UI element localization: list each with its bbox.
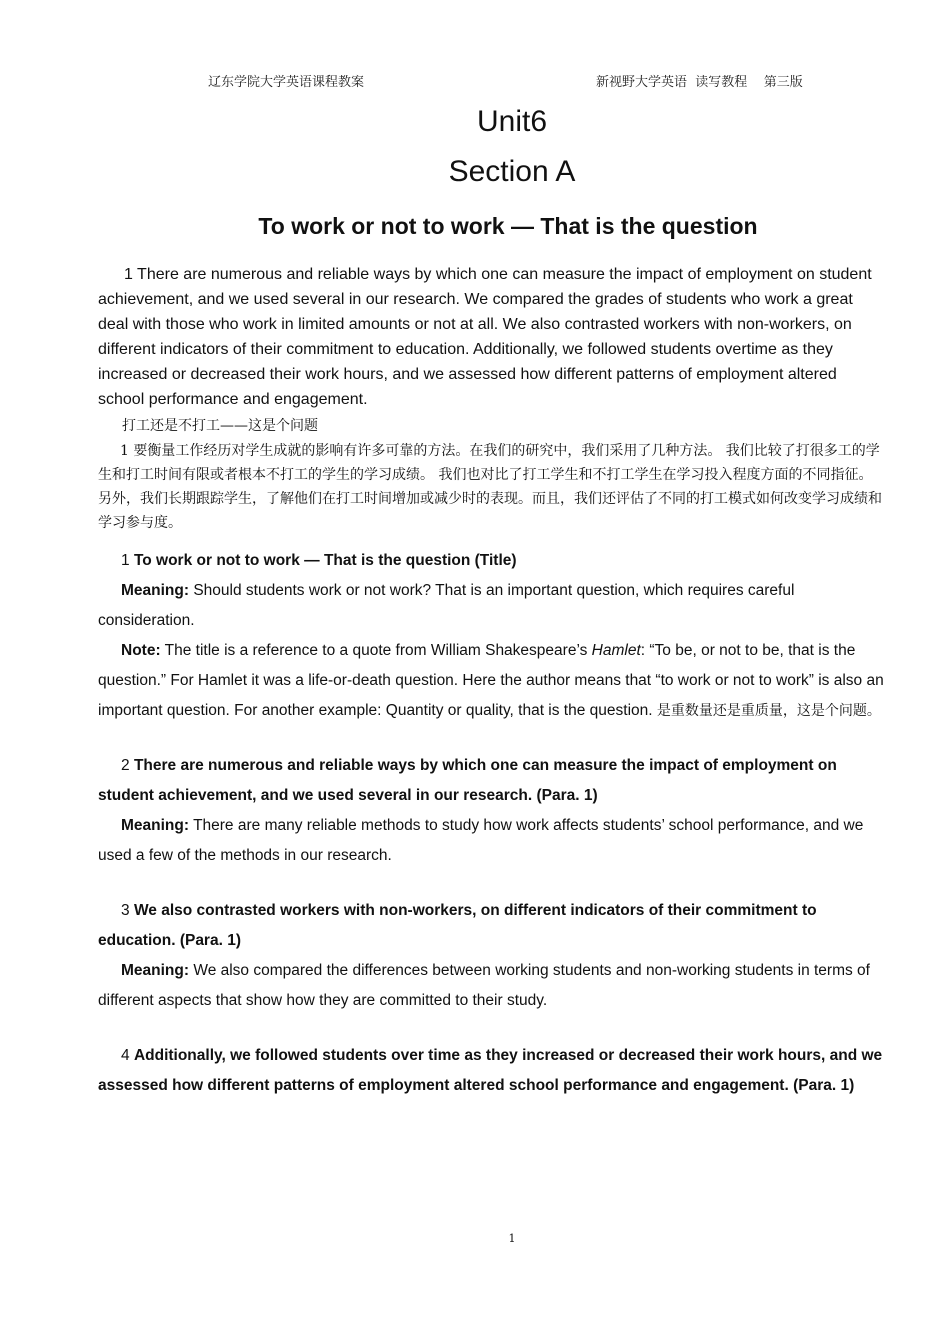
header-textbook: 新视野大学英语 读写教程 第三版: [596, 75, 803, 90]
note-number: 4: [121, 1047, 130, 1064]
section-title: Section A: [448, 155, 576, 188]
note-spacer: [98, 1016, 888, 1041]
note-number: 1: [121, 552, 130, 569]
meaning-text: There are many reliable methods to study how work affects students’ school performance, and we used a few of the methods in our research.: [98, 817, 864, 864]
meaning-label: Meaning:: [121, 962, 190, 979]
note-spacer: [98, 726, 888, 751]
note-heading: [98, 1041, 888, 1101]
note-text-chinese: 是重数量还是重质量，这是个问题。: [656, 703, 881, 719]
note-number: 2: [121, 757, 130, 774]
page-number: 1: [508, 1232, 516, 1245]
note-meaning: [98, 956, 888, 1016]
note-heading: [98, 896, 888, 956]
unit-title: Unit6: [476, 105, 548, 138]
passage-paragraph-chinese: 1 要衡量工作经历对学生成就的影响有许多可靠的方法。在我们的研究中，我们采用了几种方法。 我们比较了打很多工的学生和打工时间有限或者根本不打工的学生的学习成绩。 我们也对比了打工学生和不打工学生在学习投入程度方面的不同指征。 另外，我们长期跟踪学生，了解他们在打工时间增加或减少时的表现。而且，我们还评估了不同的打工模式如何改变学习成绩和学习参与度。: [98, 443, 882, 531]
passage-title-chinese: 打工还是不打工——这是个问题: [122, 418, 318, 434]
meaning-label: Meaning:: [121, 582, 190, 599]
note-number: 3: [121, 902, 130, 919]
note-heading-text: We also contrasted workers with non-workers, on different indicators of their commitment to education. (Para. 1): [98, 902, 817, 949]
note-explanation: [98, 636, 888, 726]
language-notes: [98, 546, 888, 1101]
note-meaning: [98, 576, 888, 636]
note-text-after: : “To be, or not to be, that is the question.” For Hamlet it was a life-or-death question. Here the author means that “to work or not to work” is also an important question. For another example: Quantity or quality, that is the question.: [98, 642, 884, 719]
note-text-before: The title is a reference to a quote from William Shakespeare’s: [164, 642, 588, 659]
meaning-label: Meaning:: [121, 817, 190, 834]
note-meaning: [98, 811, 888, 871]
meaning-text: We also compared the differences between working students and non-working students in terms of different aspects that show how they are committed to their study.: [98, 962, 870, 1009]
note-heading-text: There are numerous and reliable ways by which one can measure the impact of employment on student achievement, and we used several in our research. (Para. 1): [98, 757, 837, 804]
note-heading: [98, 546, 888, 576]
note-heading-text: Additionally, we followed students over time as they increased or decreased their work hours, and we assessed how different patterns of employment altered school performance and engagement. (Para. 1): [98, 1047, 883, 1094]
note-text-italic: Hamlet: [591, 642, 641, 659]
meaning-text: Should students work or not work? That is an important question, which requires careful consideration.: [98, 582, 795, 629]
passage-paragraph-english: 1 There are numerous and reliable ways by which one can measure the impact of employment on student achievement, and we used several in our research. We compared the grades of students who work a great deal with those who work in limited amounts or not at all. We also contrasted workers with non-workers, on different indicators of their commitment to education. Additionally, we followed students overtime as they increased or decreased their work hours, and we assessed how different patterns of employment altered school performance and engagement.: [98, 266, 872, 408]
note-spacer: [98, 871, 888, 896]
note-heading: [98, 751, 888, 811]
note-heading-text: To work or not to work — That is the question (Title): [133, 552, 517, 569]
header-institution: 辽东学院大学英语课程教案: [208, 75, 365, 90]
passage-title: To work or not to work — That is the question: [258, 213, 758, 239]
note-label: Note:: [121, 642, 161, 659]
